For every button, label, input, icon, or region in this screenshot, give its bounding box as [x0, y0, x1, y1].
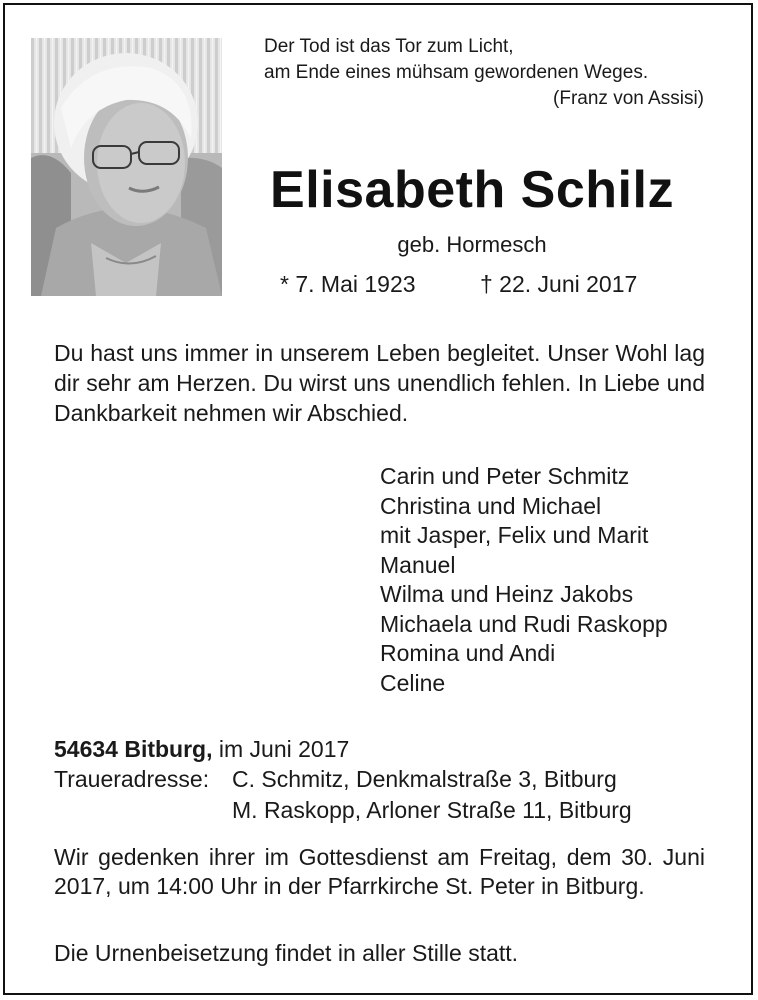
place-city: 54634 Bitburg,: [54, 736, 213, 762]
mourner-name: Manuel: [380, 551, 456, 578]
place-date-line: [54, 734, 714, 764]
death-date: † 22. Juni 2017: [480, 271, 638, 297]
address-line: M. Raskopp, Arloner Straße 11, Bitburg: [232, 797, 632, 823]
burial-info: Die Urnenbeisetzung findet in aller Stille statt.: [54, 940, 519, 966]
address-label: Traueradresse:: [54, 766, 210, 792]
place-date: im Juni 2017: [218, 736, 350, 762]
service-info: Wir gedenken ihrer im Gottesdienst am Freitag, dem 30. Juni 2017, um 14:00 Uhr in der Pfarrkirche St. Peter in Bitburg.: [54, 844, 705, 899]
quote-author: (Franz von Assisi): [553, 88, 704, 109]
farewell-message: Du hast uns immer in unserem Leben begleitet. Unser Wohl lag dir sehr am Herzen. Du wirst uns unendlich fehlen. In Liebe und Dankbarkeit nehmen wir Abschied.: [54, 340, 705, 426]
maiden-name: geb. Hormesch: [397, 232, 547, 257]
mourner-name: Romina und Andi: [380, 640, 556, 666]
quote-line: Der Tod ist das Tor zum Licht,: [264, 36, 514, 57]
mourner-name: Celine: [380, 669, 446, 696]
portrait-photo: [31, 38, 222, 296]
mourners-list: [380, 462, 740, 698]
birth-date: * 7. Mai 1923: [280, 271, 416, 297]
mourner-name: mit Jasper, Felix und Marit: [380, 522, 649, 548]
quote-line: am Ende eines mühsam gewordenen Weges.: [264, 62, 649, 83]
mourner-name: Michaela und Rudi Raskopp: [380, 610, 668, 637]
mourner-name: Carin und Peter Schmitz: [380, 463, 630, 489]
deceased-name: Elisabeth Schilz: [270, 161, 674, 219]
mourner-name: Christina und Michael: [380, 492, 602, 519]
mourner-name: Wilma und Heinz Jakobs: [380, 581, 634, 607]
quote-block: [264, 34, 704, 112]
address-line: C. Schmitz, Denkmalstraße 3, Bitburg: [232, 766, 617, 792]
